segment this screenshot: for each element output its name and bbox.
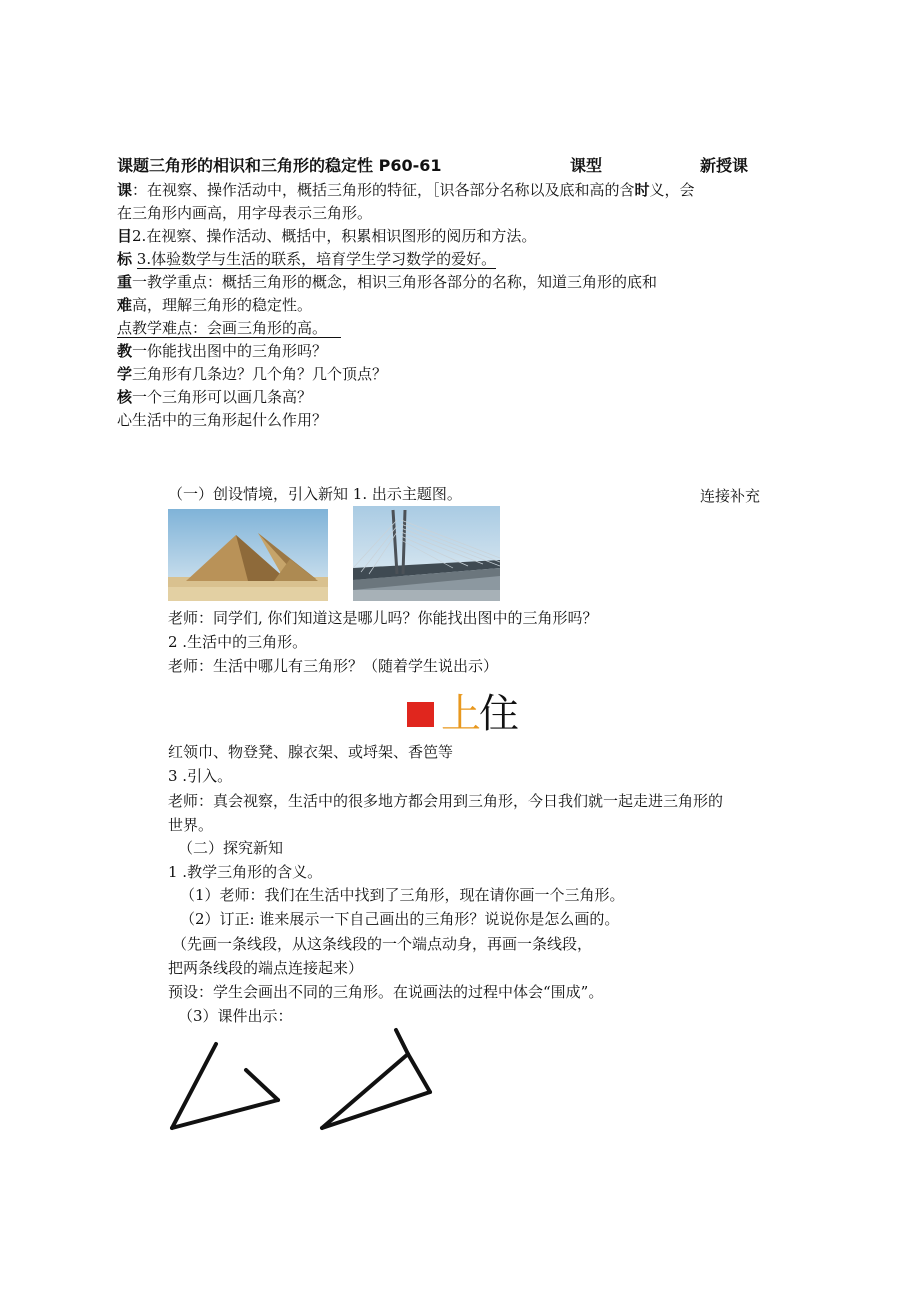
objective-line-1: 课：在视察、操作活动中，概括三角形的特征，［识各部分名称以及底和高的含时义，会	[117, 181, 695, 199]
teacher-line-3a: 老师：真会视察，生活中的很多地方都会用到三角形，今日我们就一起走进三角形的	[168, 792, 724, 810]
section-2-item-2: （1）老师：我们在生活中找到了三角形，现在请你画一个三角形。	[180, 886, 625, 904]
core-question-2: 学三角形有几条边？几个角？几个顶点？	[117, 365, 388, 383]
objectives-label-2: 目	[117, 227, 133, 245]
point-3: 3 .引入。	[168, 767, 233, 785]
teacher-line-2: 老师：生活中哪儿有三角形？（随着学生说出示）	[168, 657, 499, 675]
side-note: 连接补充	[700, 487, 761, 505]
section-2-item-7: （3）课件出示：	[178, 1007, 293, 1025]
triangle-drawings	[160, 1022, 450, 1142]
topic-row	[117, 156, 442, 176]
section-1-heading: （一）创设情境，引入新知 1. 出示主题图。	[168, 485, 462, 503]
bridge-photo	[353, 506, 500, 601]
objectives-label-3: 标	[117, 250, 133, 268]
red-square-icon	[407, 702, 434, 727]
lesson-type-label: 课型	[570, 156, 603, 175]
section-2-item-3: （2）订正: 谁来展示一下自己画出的三角形？说说你是怎么画的。	[180, 910, 620, 928]
open-triangle-sketch	[172, 1044, 278, 1128]
teacher-line-1: 老师：同学们, 你们知道这是哪儿吗？你能找出图中的三角形吗？	[168, 609, 598, 627]
core-question-4: 心生活中的三角形起什么作用？	[117, 411, 328, 429]
keypoint-line-2: 难高，理解三角形的稳定性。	[117, 296, 313, 314]
lesson-type-value: 新授课	[700, 156, 749, 175]
core-question-3: 核一个三角形可以画几条高？	[117, 388, 313, 406]
core-question-1: 教一你能找出图中的三角形吗？	[117, 342, 328, 360]
point-2: 2 .生活中的三角形。	[168, 633, 308, 651]
objectives-label-1: 课	[117, 181, 133, 199]
keypoint-line-3: 点教学难点：会画三角形的高。	[117, 318, 341, 338]
objective-line-4: 标 3.体验数学与生活的联系，培育学生学习数学的爱好。	[117, 250, 497, 268]
objective-line-2: 在三角形内画高，用字母表示三角形。	[117, 204, 373, 222]
big-char-zhu: 住	[479, 691, 519, 737]
teacher-line-3b: 世界。	[168, 816, 214, 834]
section-2-item-5: 把两条线段的端点连接起来）	[168, 959, 364, 977]
topic-label: 课题	[117, 156, 150, 175]
keypoint-line-1: 重一教学重点：概括三角形的概念，相识三角形各部分的名称，知道三角形的底和	[117, 273, 658, 291]
overlapping-triangle-sketch	[322, 1030, 430, 1128]
topic-title: 三角形的相识和三角形的稳定性 P60-61	[149, 156, 442, 175]
big-char-shang: 上	[441, 691, 481, 737]
objective-line-3: 目2.在视察、操作活动、概括中，积累相识图形的阅历和方法。	[117, 227, 537, 245]
pyramids-photo	[168, 509, 328, 601]
items-list: 红领巾、物登凳、腺衣架、或埒架、香笆等	[168, 743, 454, 761]
section-2-item-4: （先画一条线段，从这条线段的一个端点动身，再画一条线段，	[172, 935, 593, 953]
section-2-item-6: 预设：学生会画出不同的三角形。在说画法的过程中体会“围成”。	[168, 983, 604, 1001]
section-2-heading: （二）探究新知	[178, 839, 284, 857]
section-2-item-1: 1 .教学三角形的含义。	[168, 863, 323, 881]
